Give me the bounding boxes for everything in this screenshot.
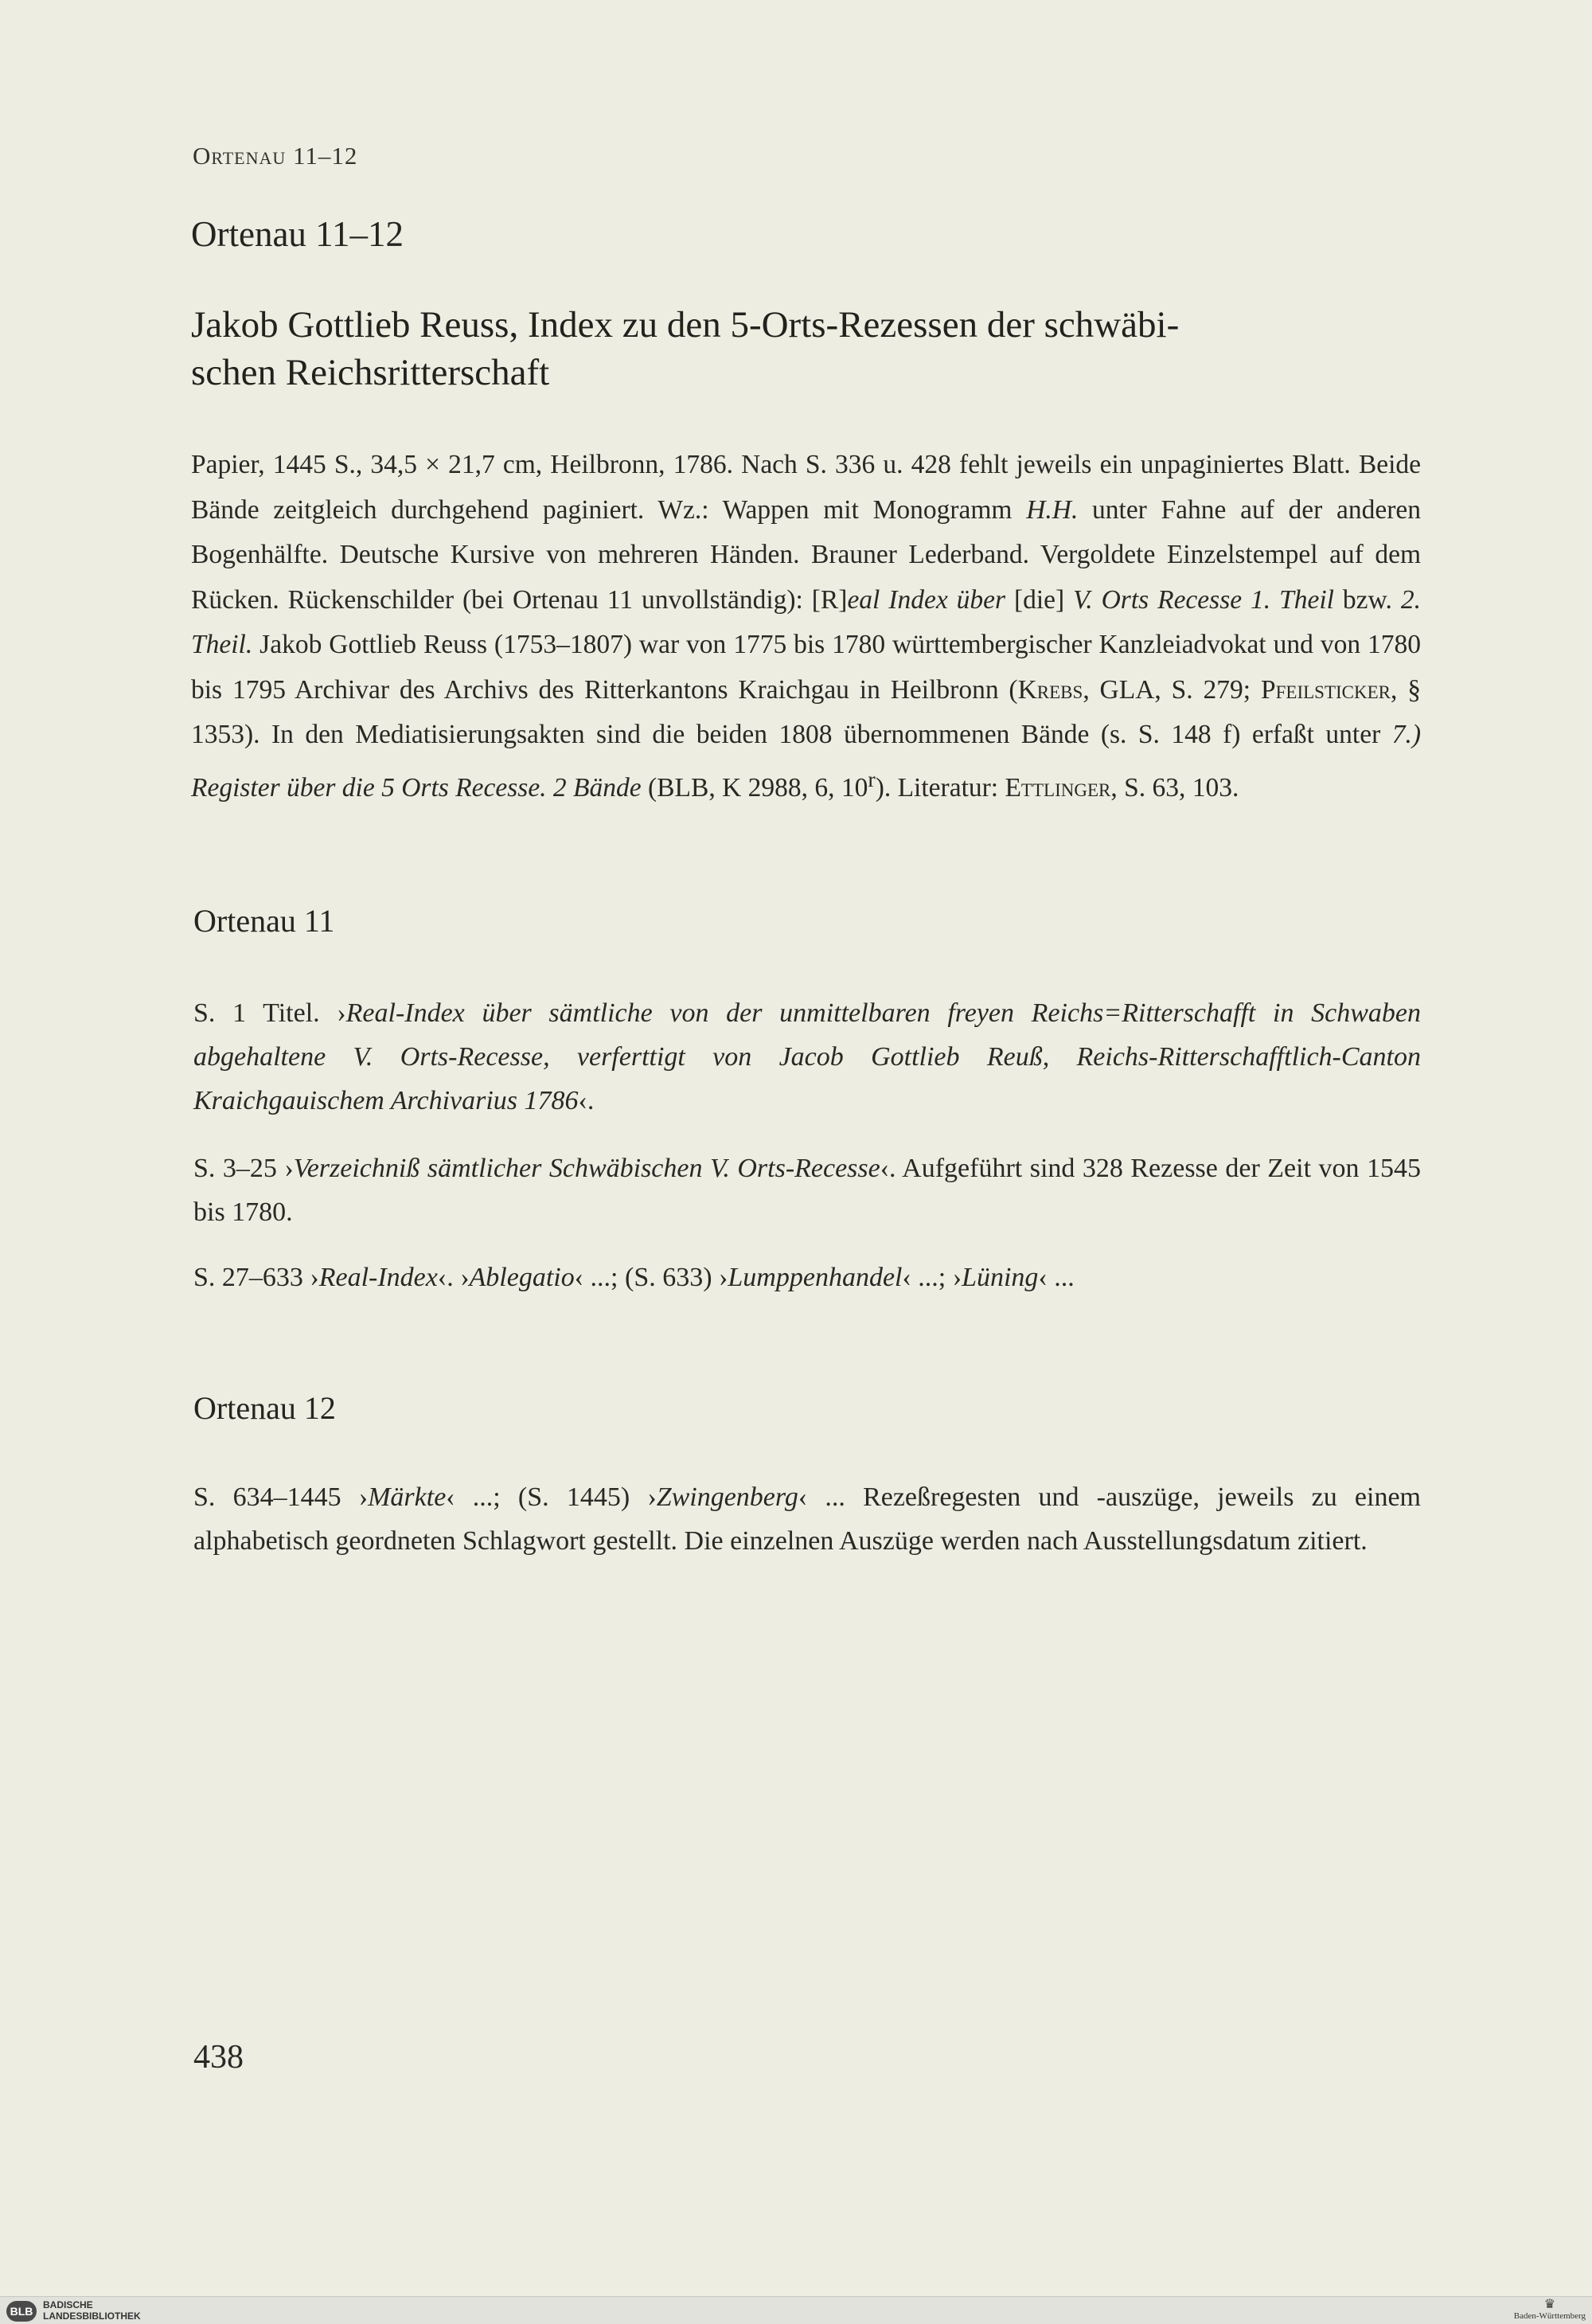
desc-text: , § 1353). In den Mediatisierungsakten sind die beiden 1808 übernommenen Bände (s. S. 148 f) erfaßt unter xyxy=(191,674,1421,749)
library-name-line-2: LANDESBIBLIOTHEK xyxy=(43,2310,141,2322)
description-paragraph xyxy=(191,443,1421,810)
entry-suffix: ‹ ... xyxy=(1038,1263,1075,1292)
entry-heading: Ortenau 11–12 xyxy=(191,214,404,254)
desc-author-citation: Krebs xyxy=(1017,674,1083,705)
title-line-1: Jakob Gottlieb Reuss, Index zu den 5-Orts-Rezessen der schwäbi- xyxy=(191,304,1180,346)
entry-suffix: ‹. xyxy=(578,1086,595,1115)
desc-author-citation: Pfeilsticker xyxy=(1260,674,1391,705)
entry-italic: Real-Index xyxy=(318,1263,438,1292)
list-item xyxy=(193,1146,1421,1234)
desc-text: ). Literatur: xyxy=(875,772,1005,803)
desc-text: [die] xyxy=(1005,584,1074,615)
desc-text: Papier, 1445 S., 34,5 × 21,7 cm, Heilbronn, 1786. Nach S. 336 u. 428 fehlt jeweils ein unpaginiertes Blatt. Beide Bände zeitgleich durchgehend paginiert. Wz.: Wappen mit Monogramm xyxy=(191,450,1421,525)
desc-italic: H.H. xyxy=(1026,494,1079,525)
entry-prefix: S. 27–633 › xyxy=(193,1263,319,1292)
entry-italic: Real-Index über sämtliche von der unmittelbaren freyen Reichs=Ritterschafft in Schwaben abgehaltene V. Orts-Recesse, verferttigt von Jacob Gottlieb Reuß, Reichs-Ritterschafftlich-Canton Kraichgauischem Archivarius 1786 xyxy=(193,998,1421,1115)
entry-prefix: S. 3–25 › xyxy=(193,1154,294,1183)
desc-text: bzw. xyxy=(1333,584,1401,615)
entry-italic: Zwingenberg xyxy=(656,1482,798,1512)
entry-italic: Lüning xyxy=(962,1263,1039,1292)
title-line-2: schen Reichsritterschaft xyxy=(191,352,550,393)
region-logo xyxy=(1514,2299,1586,2321)
desc-italic: 7.) Register über die 5 Orts Recesse. 2 Bände xyxy=(191,720,1421,803)
desc-text: , GLA, S. 279; xyxy=(1083,674,1261,705)
library-name xyxy=(43,2299,141,2322)
entry-suffix: ‹ ... Rezeßregesten und -auszüge, jeweils zu einem alphabetisch geordneten Schlagwort gestellt. Die einzelnen Auszüge werden nach Ausstellungsdatum zitiert. xyxy=(193,1482,1422,1556)
entry-italic: Ablegatio xyxy=(469,1263,575,1292)
running-header: Ortenau 11–12 xyxy=(193,142,358,170)
desc-text: unter Fahne auf der anderen Bogenhälfte. Deutsche Kursive von mehreren Händen. Brauner Lederband. Vergoldete Einzelstempel auf dem Rücken. Rückenschilder (bei Ortenau 11 unvollständig): [R] xyxy=(191,494,1421,615)
coat-of-arms-icon: ♛ xyxy=(1543,2298,1556,2311)
list-item xyxy=(193,1256,1421,1299)
list-item xyxy=(193,991,1421,1123)
blb-logo-icon: BLB xyxy=(6,2301,37,2322)
region-name: Baden-Württemberg xyxy=(1513,2311,1586,2321)
entry-title xyxy=(191,301,1421,396)
entry-separator: ‹ ...; (S. 633) › xyxy=(574,1263,728,1292)
entry-separator: ‹. › xyxy=(437,1263,470,1292)
library-name-line-1: BADISCHE xyxy=(43,2299,93,2310)
desc-author-citation: Ettlinger xyxy=(1005,772,1111,803)
library-footer xyxy=(0,2296,1592,2324)
desc-text: , S. 63, 103. xyxy=(1110,772,1239,803)
entry-separator: ‹ ...; (S. 1445) › xyxy=(446,1482,657,1512)
section-heading-ortenau-12: Ortenau 12 xyxy=(193,1390,336,1426)
desc-superscript: r xyxy=(868,767,876,792)
entry-italic: Märkte xyxy=(368,1482,447,1512)
entry-prefix: S. 1 Titel. › xyxy=(193,998,346,1028)
desc-text: (BLB, K 2988, 6, 10 xyxy=(641,772,868,803)
entry-italic: Verzeichniß sämtlicher Schwäbischen V. Orts-Recesse xyxy=(293,1154,880,1183)
desc-text: Jakob Gottlieb Reuss (1753–1807) war von 1775 bis 1780 württembergischer Kanzleiadvokat und von 1780 bis 1795 Archivar des Archivs des Ritterkantons Kraichgau in Heilbronn ( xyxy=(191,630,1421,705)
entry-suffix: ‹. Aufgeführt sind 328 Rezesse der Zeit von 1545 bis 1780. xyxy=(193,1154,1421,1227)
entry-prefix: S. 634–1445 › xyxy=(193,1482,369,1512)
desc-italic: V. Orts Recesse 1. Theil xyxy=(1073,584,1334,615)
entry-italic: Lumppenhandel xyxy=(728,1263,903,1292)
page-number: 438 xyxy=(193,2039,244,2076)
entry-separator: ‹ ...; › xyxy=(902,1263,962,1292)
section-heading-ortenau-11: Ortenau 11 xyxy=(193,903,335,939)
list-item xyxy=(193,1475,1421,1563)
desc-italic: 2. Theil. xyxy=(191,584,1421,659)
desc-italic: eal Index über xyxy=(847,584,1006,615)
